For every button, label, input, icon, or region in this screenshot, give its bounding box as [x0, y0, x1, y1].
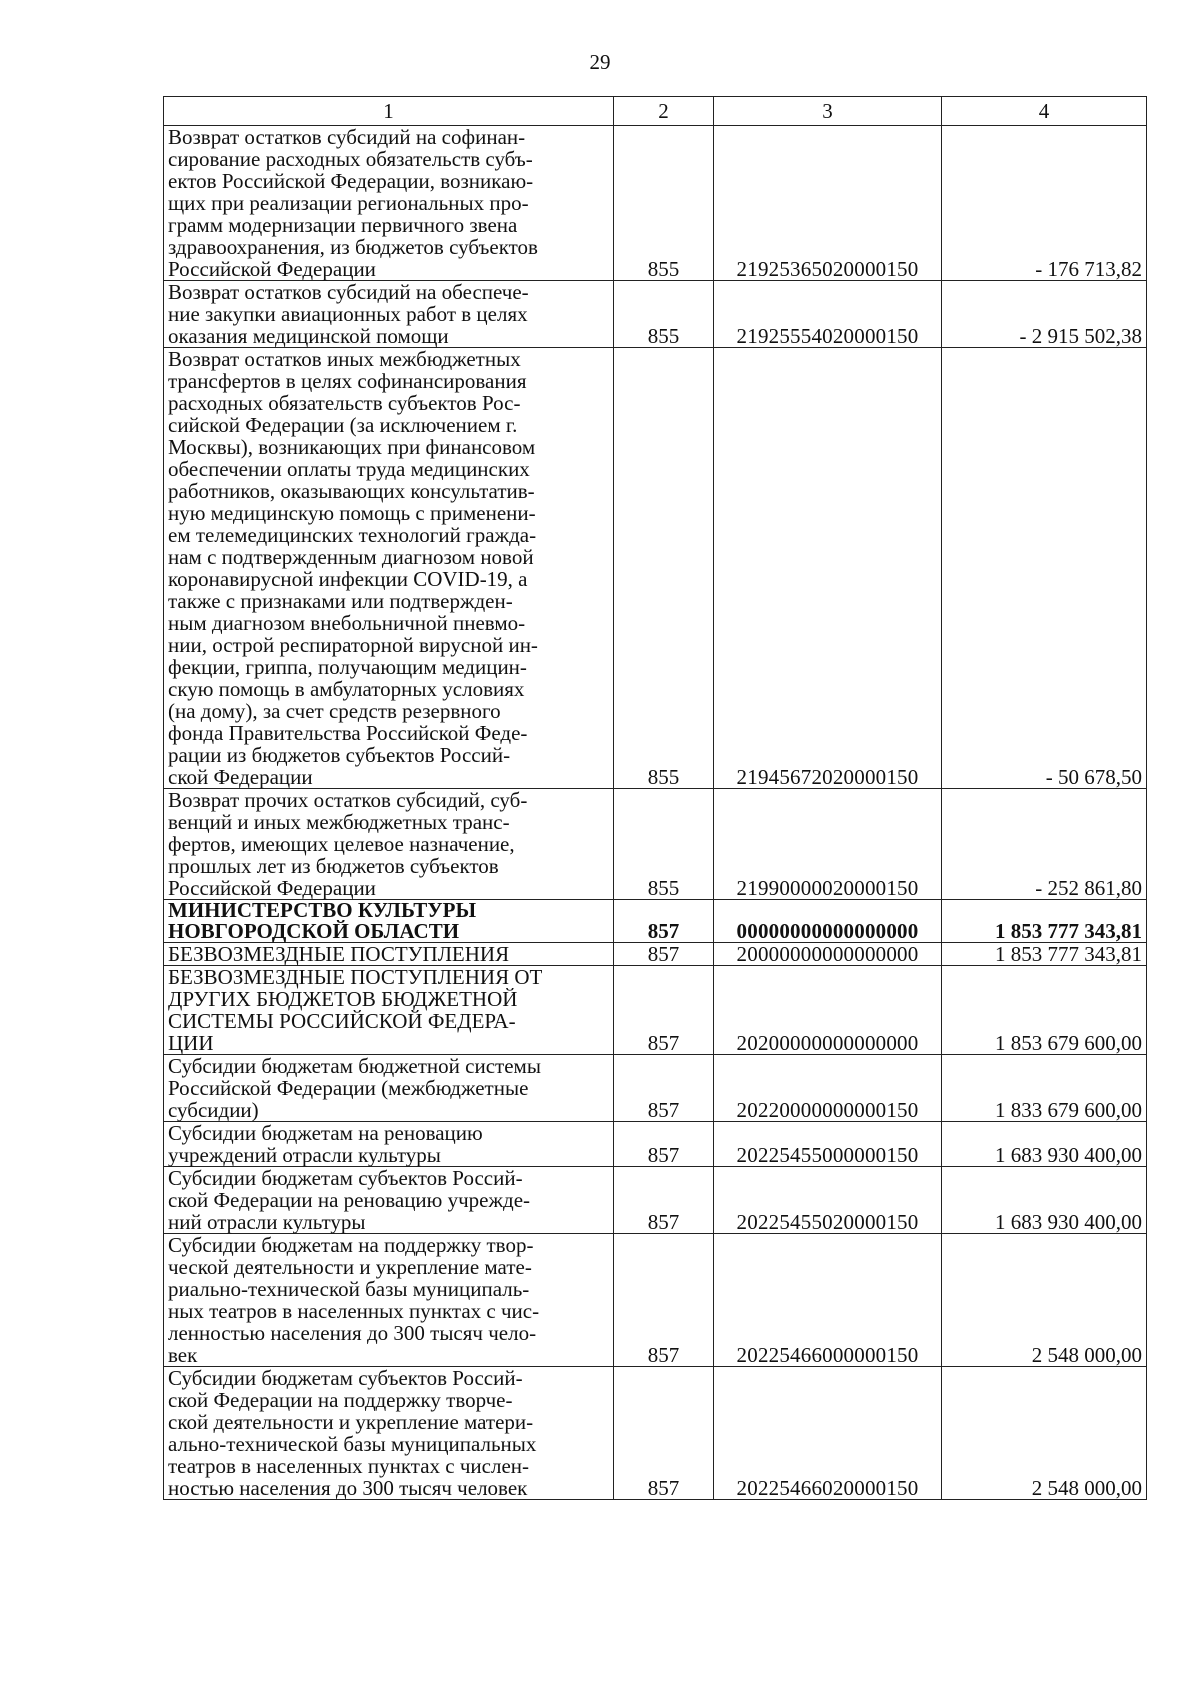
row-description: Субсидии бюджетам на поддержку твор- ческой деятельности и укрепление мате- риально-технической базы муниципаль- ных театров в населенных пунктах с чис- ленностью населения до 300 тысяч чело- век	[164, 1234, 614, 1367]
row-amount: 2 548 000,00	[942, 1367, 1147, 1500]
row-budget-code: 20225455020000150	[714, 1167, 942, 1234]
row-amount: - 176 713,82	[942, 126, 1147, 281]
row-amount: 1 853 679 600,00	[942, 966, 1147, 1055]
table-header-row	[164, 97, 1147, 126]
page-number: 29	[589, 50, 611, 74]
table-row	[164, 1234, 1147, 1367]
table-row	[164, 348, 1147, 789]
row-amount: - 2 915 502,38	[942, 281, 1147, 348]
column-header-1: 1	[164, 97, 614, 126]
row-description: МИНИСТЕРСТВО КУЛЬТУРЫ НОВГОРОДСКОЙ ОБЛАСТИ	[164, 900, 614, 943]
row-admin-code: 855	[614, 126, 714, 281]
row-description: БЕЗВОЗМЕЗДНЫЕ ПОСТУПЛЕНИЯ	[164, 943, 614, 966]
row-description: Субсидии бюджетам на реновацию учреждений отрасли культуры	[164, 1122, 614, 1167]
row-budget-code: 20200000000000000	[714, 966, 942, 1055]
row-amount: 1 833 679 600,00	[942, 1055, 1147, 1122]
row-admin-code: 857	[614, 966, 714, 1055]
table-row	[164, 966, 1147, 1055]
row-budget-code: 20225466000000150	[714, 1234, 942, 1367]
row-amount: - 50 678,50	[942, 348, 1147, 789]
row-budget-code: 21925365020000150	[714, 126, 942, 281]
row-amount: 1 683 930 400,00	[942, 1122, 1147, 1167]
row-description: Возврат остатков субсидий на софинан- сирование расходных обязательств субъ- ектов Российской Федерации, возникаю- щих при реализации региональных про- грамм модернизации первичного звена здравоохранения, из бюджетов субъектов Российской Федерации	[164, 126, 614, 281]
row-description: Возврат остатков субсидий на обеспече- ние закупки авиационных работ в целях оказания медицинской помощи	[164, 281, 614, 348]
table-row	[164, 789, 1147, 900]
column-header-4: 4	[942, 97, 1147, 126]
table-row-ministry-total	[164, 900, 1147, 943]
row-budget-code: 20225466020000150	[714, 1367, 942, 1500]
table-row	[164, 943, 1147, 966]
table-row	[164, 1055, 1147, 1122]
table-row	[164, 1122, 1147, 1167]
table-row	[164, 126, 1147, 281]
row-description: Субсидии бюджетам субъектов Россий- ской Федерации на реновацию учрежде- ний отрасли культуры	[164, 1167, 614, 1234]
table-row	[164, 281, 1147, 348]
row-amount: 2 548 000,00	[942, 1234, 1147, 1367]
row-description: Субсидии бюджетам бюджетной системы Российской Федерации (межбюджетные субсидии)	[164, 1055, 614, 1122]
row-admin-code: 857	[614, 943, 714, 966]
row-budget-code: 00000000000000000	[714, 900, 942, 943]
row-admin-code: 855	[614, 348, 714, 789]
row-description: Субсидии бюджетам субъектов Россий- ской Федерации на поддержку творче- ской деятельности и укрепление матери- ально-технической базы муниципальных театров в населенных пунктах с числен- ностью населения до 300 тысяч человек	[164, 1367, 614, 1500]
row-budget-code: 20225455000000150	[714, 1122, 942, 1167]
row-budget-code: 21925554020000150	[714, 281, 942, 348]
row-budget-code: 20220000000000150	[714, 1055, 942, 1122]
table-row	[164, 1367, 1147, 1500]
row-description: БЕЗВОЗМЕЗДНЫЕ ПОСТУПЛЕНИЯ ОТ ДРУГИХ БЮДЖЕТОВ БЮДЖЕТНОЙ СИСТЕМЫ РОССИЙСКОЙ ФЕДЕРА- ЦИИ	[164, 966, 614, 1055]
column-header-2: 2	[614, 97, 714, 126]
row-budget-code: 21945672020000150	[714, 348, 942, 789]
row-admin-code: 855	[614, 281, 714, 348]
row-description: Возврат остатков иных межбюджетных трансфертов в целях софинансирования расходных обязательств субъектов Рос- сийской Федерации (за исключением г. Москвы), возникающих при финансовом обеспечении оплаты труда медицинских работников, оказывающих консультатив- ную медицинскую помощь с применени- ем телемедицинских технологий гражда- нам с подтвержденным диагнозом новой коронавирусной инфекции COVID-19, а также с признаками или подтвержден- ным диагнозом внебольничной пневмо- нии, острой респираторной вирусной ин- фекции, гриппа, получающим медицин- скую помощь в амбулаторных условиях (на дому), за счет средств резервного фонда Правительства Российской Феде- рации из бюджетов субъектов Россий- ской Федерации	[164, 348, 614, 789]
row-admin-code: 857	[614, 1234, 714, 1367]
row-amount: 1 853 777 343,81	[942, 943, 1147, 966]
row-amount: - 252 861,80	[942, 789, 1147, 900]
column-header-3: 3	[714, 97, 942, 126]
budget-revenue-table	[163, 96, 1147, 1500]
row-admin-code: 855	[614, 789, 714, 900]
row-admin-code: 857	[614, 1122, 714, 1167]
row-budget-code: 21990000020000150	[714, 789, 942, 900]
row-admin-code: 857	[614, 1055, 714, 1122]
row-description: Возврат прочих остатков субсидий, суб- венций и иных межбюджетных транс- фертов, имеющих целевое назначение, прошлых лет из бюджетов субъектов Российской Федерации	[164, 789, 614, 900]
row-admin-code: 857	[614, 1167, 714, 1234]
row-amount: 1 853 777 343,81	[942, 900, 1147, 943]
row-budget-code: 20000000000000000	[714, 943, 942, 966]
row-admin-code: 857	[614, 900, 714, 943]
row-amount: 1 683 930 400,00	[942, 1167, 1147, 1234]
table-row	[164, 1167, 1147, 1234]
row-admin-code: 857	[614, 1367, 714, 1500]
